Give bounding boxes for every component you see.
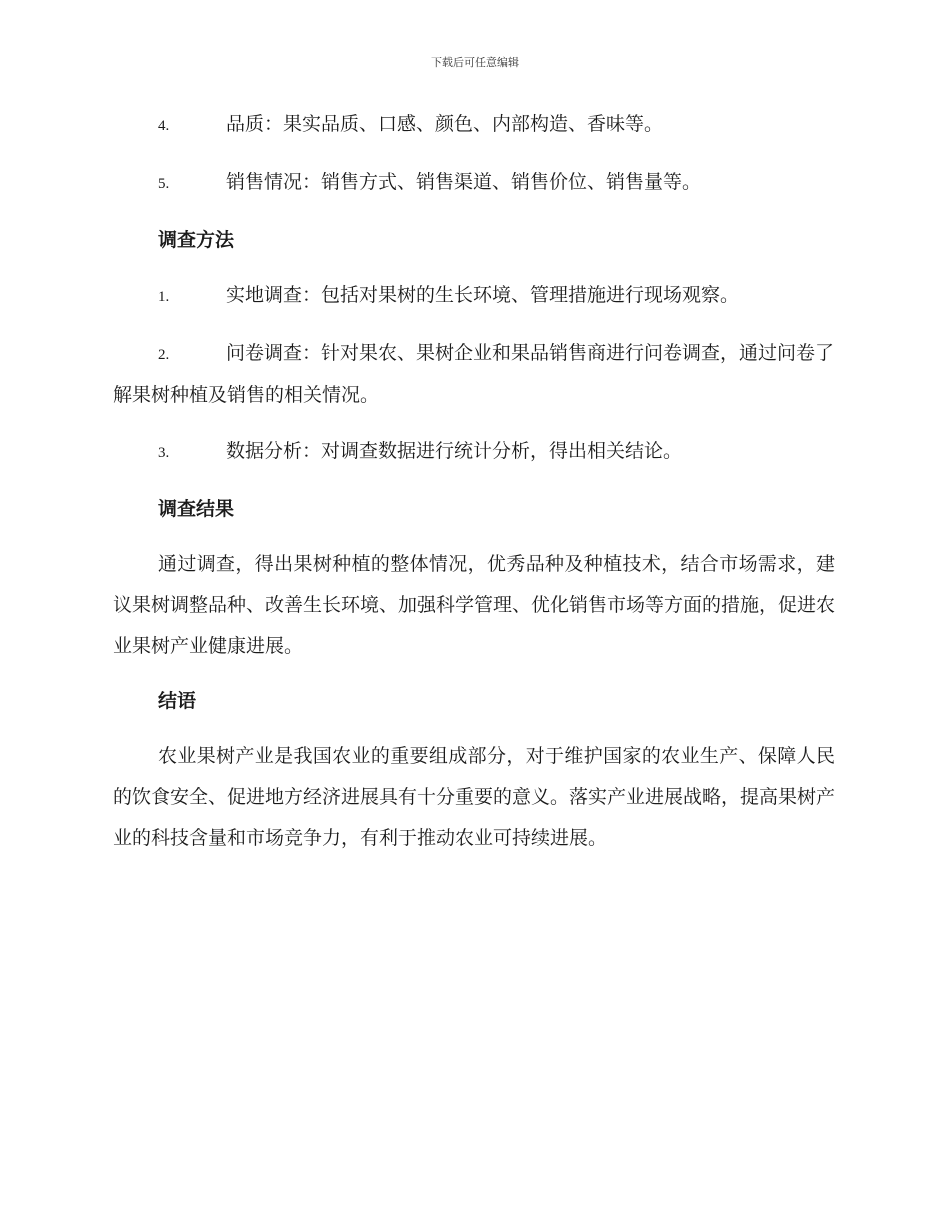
list-number: 5. (158, 176, 170, 192)
list-item (113, 275, 835, 317)
section-heading-conclusion: 结语 (158, 690, 197, 712)
list-number: 3. (158, 445, 170, 461)
section-heading-results: 调查结果 (158, 498, 235, 520)
list-number: 1. (158, 289, 170, 305)
list-text: 数据分析：对调查数据进行统计分析，得出相关结论。 (226, 440, 683, 462)
list-text: 问卷调查：针对果农、果树企业和果品销售商进行问卷调查，通过问卷了解果树种植及销售的相关情况。 (113, 342, 835, 406)
list-item (113, 431, 835, 473)
list-item (113, 333, 835, 415)
conclusion-paragraph: 农业果树产业是我国农业的重要组成部分，对于维护国家的农业生产、保障人民的饮食安全、促进地方经济进展具有十分重要的意义。落实产业进展战略，提高果树产业的科技含量和市场竞争力，有利于推动农业可持续进展。 (113, 745, 836, 849)
document-body (113, 104, 835, 873)
list-item (113, 162, 835, 204)
list-number: 2. (158, 347, 170, 363)
results-paragraph: 通过调查，得出果树种植的整体情况，优秀品种及种植技术，结合市场需求，建议果树调整品种、改善生长环境、加强科学管理、优化销售市场等方面的措施，促进农业果树产业健康进展。 (113, 553, 836, 657)
page-header: 下载后可任意编辑 (431, 56, 519, 69)
list-text: 销售情况：销售方式、销售渠道、销售价位、销售量等。 (226, 171, 702, 193)
list-text: 品质：果实品质、口感、颜色、内部构造、香味等。 (226, 113, 664, 135)
list-item (113, 104, 835, 146)
list-number: 4. (158, 118, 170, 134)
list-text: 实地调查：包括对果树的生长环境、管理措施进行现场观察。 (226, 284, 740, 306)
section-heading-methods: 调查方法 (158, 229, 235, 251)
